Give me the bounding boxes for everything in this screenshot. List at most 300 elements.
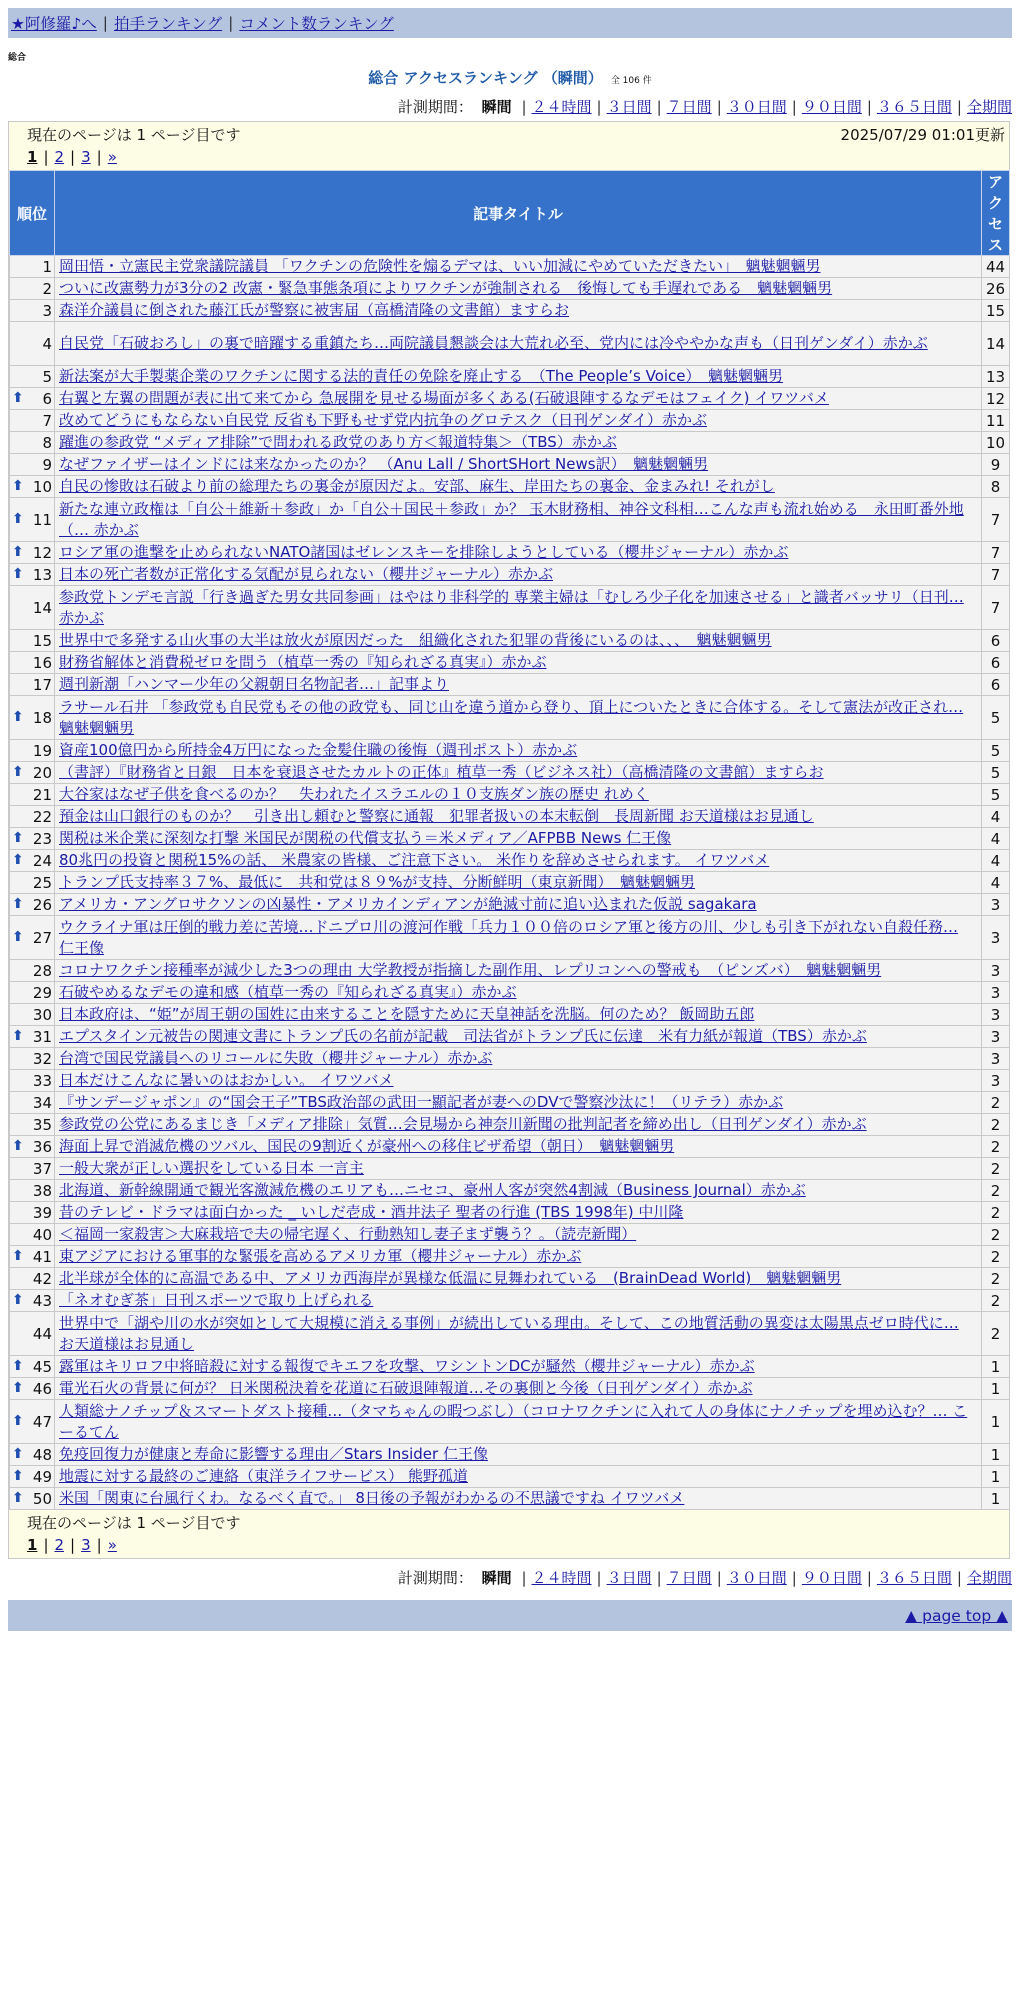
up-arrow-icon: ⬆ <box>12 829 24 846</box>
article-link[interactable]: 世界中で多発する山火事の大半は放火が原因だった 組織化された犯罪の背後にいるのは、、、 魑魅魍魎男 <box>59 631 772 649</box>
rank-cell <box>10 564 55 586</box>
up-arrow-icon: ⬆ <box>12 1247 24 1264</box>
period-separator: | <box>596 98 602 116</box>
rank-number: 23 <box>32 829 52 848</box>
title-cell <box>55 256 982 278</box>
rank-number: 15 <box>32 631 52 650</box>
updated-time: 2025/07/29 01:01更新 <box>840 126 1005 144</box>
table-row <box>10 1026 1010 1048</box>
table-row <box>10 278 1010 300</box>
table-row <box>10 1290 1010 1312</box>
title-cell <box>55 1158 982 1180</box>
status-bar-top <box>9 122 1009 170</box>
article-link[interactable]: 資産100億円から所持金4万円になった金髪住職の後悔（週刊ポスト）赤かぶ <box>59 741 578 759</box>
rank-number: 49 <box>32 1467 52 1486</box>
title-cell <box>55 1246 982 1268</box>
access-count: 3 <box>982 1026 1010 1048</box>
article-link[interactable]: 『サンデージャポン』の“国会王子”TBS政治部の武田一顯記者が妻へのDVで警察沙汰に！（リテラ）赤かぶ <box>59 1093 784 1111</box>
table-header-row <box>10 171 1010 256</box>
table-row <box>10 828 1010 850</box>
title-cell <box>55 476 982 498</box>
period-links <box>516 98 1012 116</box>
period-separator: | <box>956 1569 962 1587</box>
rank-cell <box>10 432 55 454</box>
rank-number: 43 <box>32 1291 52 1310</box>
rank-cell <box>10 1378 55 1400</box>
period-selector-bottom <box>0 1567 1012 1588</box>
access-header: アクセス <box>982 171 1010 256</box>
comment-ranking-link[interactable]: コメント数ランキング <box>239 15 394 33</box>
table-row <box>10 1092 1010 1114</box>
article-link[interactable]: 日本だけこんなに暑いのはおかしい。 イワツバメ <box>59 1071 394 1089</box>
period-link[interactable]: ９０日間 <box>801 1569 862 1587</box>
table-row <box>10 432 1010 454</box>
table-row <box>10 740 1010 762</box>
article-link[interactable]: 北海道、新幹線開通で観光客激減危機のエリアも…ニセコ、豪州人客が突然4割減（Business Journal）赤かぶ <box>59 1181 806 1199</box>
page-top-link[interactable]: ▲ page top ▲ <box>905 1606 1008 1625</box>
rank-number: 27 <box>32 928 52 947</box>
article-link[interactable]: 参政党トンデモ言説「行き過ぎた男女共同参画」はやはり非科学的 専業主婦は「むしろ少子化を加速させる」と識者バッサリ（日刊… 赤かぶ <box>59 587 964 627</box>
period-link[interactable]: ７日間 <box>666 98 712 116</box>
top-nav <box>8 8 1012 38</box>
rank-number: 19 <box>32 741 52 760</box>
rank-cell <box>10 784 55 806</box>
period-link[interactable]: 全期間 <box>966 98 1012 116</box>
title-cell <box>55 1180 982 1202</box>
table-row <box>10 476 1010 498</box>
article-link[interactable]: 台湾で国民党議員へのリコールに失敗（櫻井ジャーナル）赤かぶ <box>59 1049 493 1067</box>
access-count: 7 <box>982 498 1010 542</box>
access-count: 2 <box>982 1114 1010 1136</box>
rank-number: 33 <box>32 1071 52 1090</box>
title-cell <box>55 498 982 542</box>
table-row <box>10 784 1010 806</box>
rank-number: 13 <box>32 565 52 584</box>
up-arrow-icon: ⬆ <box>12 1357 24 1374</box>
pager-next-link[interactable]: » <box>107 148 117 166</box>
access-count: 13 <box>982 366 1010 388</box>
access-count: 1 <box>982 1356 1010 1378</box>
access-count: 7 <box>982 542 1010 564</box>
rank-cell <box>10 762 55 784</box>
item-count: 全 106 件 <box>610 76 652 86</box>
pager-link[interactable]: 2 <box>54 1536 65 1554</box>
table-row <box>10 322 1010 366</box>
pager-link[interactable]: 3 <box>81 1536 91 1554</box>
access-count: 6 <box>982 652 1010 674</box>
rank-cell <box>10 476 55 498</box>
article-link[interactable]: 新法案が大手製薬企業のワクチンに関する法的責任の免除を廃止する （The People’s Voice） 魑魅魍魎男 <box>59 367 784 385</box>
rank-cell <box>10 498 55 542</box>
access-count: 1 <box>982 1444 1010 1466</box>
title-cell <box>55 300 982 322</box>
up-arrow-icon: ⬆ <box>12 1489 24 1506</box>
rank-cell <box>10 1004 55 1026</box>
access-count: 3 <box>982 894 1010 916</box>
access-count: 4 <box>982 850 1010 872</box>
table-row <box>10 366 1010 388</box>
period-link[interactable]: ３６５日間 <box>876 98 952 116</box>
applause-ranking-link[interactable]: 拍手ランキング <box>114 15 223 33</box>
rank-number: 1 <box>42 257 52 276</box>
ranking-panel <box>8 121 1010 1559</box>
title-cell <box>55 388 982 410</box>
access-count: 44 <box>982 256 1010 278</box>
article-link[interactable]: 預金は山口銀行のものか？ 引き出し頼むと警察に通報 犯罪者扱いの本末転倒 長周新聞 お天道様はお見通し <box>59 807 814 825</box>
title-cell <box>55 1268 982 1290</box>
pager-link[interactable]: 3 <box>81 148 91 166</box>
article-link[interactable]: 自民の惨敗は石破より前の総理たちの裏金が原因だよ。安部、麻生、岸田たちの裏金、金まみれ! それがし <box>59 477 775 495</box>
rank-number: 37 <box>32 1159 52 1178</box>
page-heading <box>0 67 1020 88</box>
rank-number: 30 <box>32 1005 52 1024</box>
rank-number: 48 <box>32 1445 52 1464</box>
title-cell <box>55 410 982 432</box>
access-count: 15 <box>982 300 1010 322</box>
rank-cell <box>10 674 55 696</box>
article-link[interactable]: 躍進の参政党 “メディア排除”で問われる政党のあり方＜報道特集＞（TBS）赤かぶ <box>59 433 617 451</box>
period-link[interactable]: ２４時間 <box>531 1569 592 1587</box>
period-separator: | <box>656 1569 662 1587</box>
title-cell <box>55 894 982 916</box>
title-cell <box>55 762 982 784</box>
rank-number: 41 <box>32 1247 52 1266</box>
article-link[interactable]: なぜファイザーはインドには来なかったのか？ （Anu Lall / ShortSHort News訳） 魑魅魍魎男 <box>59 455 709 473</box>
title-cell <box>55 1114 982 1136</box>
article-link[interactable]: 右翼と左翼の問題が表に出て来てから 急展開を見せる場面が多くある(石破退陣するなデモはフェイク) イワツバメ <box>59 389 829 407</box>
pager-separator: | <box>96 148 102 166</box>
access-count: 2 <box>982 1202 1010 1224</box>
period-separator: | <box>716 1569 722 1587</box>
up-arrow-icon: ⬆ <box>12 1467 24 1484</box>
period-link[interactable]: ３日間 <box>606 98 652 116</box>
title-header: 記事タイトル <box>55 171 982 256</box>
table-row <box>10 762 1010 784</box>
access-count: 2 <box>982 1268 1010 1290</box>
access-count: 4 <box>982 872 1010 894</box>
title-cell <box>55 982 982 1004</box>
access-count: 5 <box>982 740 1010 762</box>
title-cell <box>55 784 982 806</box>
article-link[interactable]: 北半球が全体的に高温である中、アメリカ西海岸が異様な低温に見舞われている (BrainDead World) 魑魅魍魎男 <box>59 1269 842 1287</box>
access-count: 2 <box>982 1180 1010 1202</box>
rank-number: 9 <box>42 455 52 474</box>
access-count: 12 <box>982 388 1010 410</box>
article-link[interactable]: 関税は米企業に深刻な打撃 米国民が関税の代償支払う＝米メディア／AFPBB News 仁王像 <box>59 829 672 847</box>
table-row <box>10 1268 1010 1290</box>
access-count: 2 <box>982 1158 1010 1180</box>
title-cell <box>55 1290 982 1312</box>
access-count: 1 <box>982 1466 1010 1488</box>
rank-number: 25 <box>32 873 52 892</box>
period-separator: | <box>521 1569 527 1587</box>
access-count: 3 <box>982 960 1010 982</box>
rank-cell <box>10 630 55 652</box>
access-count: 2 <box>982 1092 1010 1114</box>
table-row <box>10 1114 1010 1136</box>
rank-cell <box>10 1312 55 1356</box>
period-current: 瞬間 <box>481 1569 512 1587</box>
rank-cell <box>10 1488 55 1510</box>
rank-number: 16 <box>32 653 52 672</box>
article-link[interactable]: 電光石火の背景に何が？ 日米関税決着を花道に石破退陣報道…その裏側と今後（日刊ゲンダイ）赤かぶ <box>59 1379 753 1397</box>
access-count: 3 <box>982 982 1010 1004</box>
rank-cell <box>10 850 55 872</box>
home-link[interactable]: ★阿修羅♪へ <box>11 15 97 33</box>
rank-cell <box>10 300 55 322</box>
pager-separator: | <box>70 1536 76 1554</box>
nav-separator: | <box>228 14 234 32</box>
current-page-text: 現在のページは 1 ページ目です <box>27 1514 241 1532</box>
access-count: 7 <box>982 586 1010 630</box>
rank-number: 45 <box>32 1357 52 1376</box>
rank-cell <box>10 1400 55 1444</box>
article-link[interactable]: 「ネオむぎ茶」日刊スポーツで取り上げられる <box>59 1291 374 1309</box>
article-link[interactable]: 世界中で「湖や川の水が突如として大規模に消える事例」が続出している理由。そして、この地質活動の異変は太陽黒点ゼロ時代に… お天道様はお見通し <box>59 1313 959 1353</box>
table-row <box>10 498 1010 542</box>
table-row <box>10 1202 1010 1224</box>
pager-bottom <box>27 1536 1005 1554</box>
table-row <box>10 960 1010 982</box>
rank-cell <box>10 1202 55 1224</box>
up-arrow-icon: ⬆ <box>12 1379 24 1396</box>
rank-number: 42 <box>32 1269 52 1288</box>
rank-cell <box>10 586 55 630</box>
article-link[interactable]: 新たな連立政権は「自公＋維新＋参政」か「自公＋国民＋参政」か？ 玉木財務相、神谷文科相…こんな声も流れ始める 永田町番外地（… 赤かぶ <box>59 499 964 539</box>
rank-cell <box>10 806 55 828</box>
rank-number: 17 <box>32 675 52 694</box>
period-link[interactable]: ３０日間 <box>726 98 787 116</box>
article-link[interactable]: 石破やめるなデモの違和感（植草一秀の『知られざる真実』）赤かぶ <box>59 983 517 1001</box>
title-cell <box>55 696 982 740</box>
period-separator: | <box>521 98 527 116</box>
pager-current: 1 <box>27 1536 38 1554</box>
article-link[interactable]: コロナワクチン接種率が減少した3つの理由 大学教授が指摘した副作用、レプリコンへの警戒も （ピンズバ） 魑魅魍魎男 <box>59 961 882 979</box>
rank-number: 50 <box>32 1489 52 1508</box>
rank-number: 20 <box>32 763 52 782</box>
table-row <box>10 1136 1010 1158</box>
title-cell <box>55 1224 982 1246</box>
rank-cell <box>10 916 55 960</box>
table-row <box>10 894 1010 916</box>
table-row <box>10 410 1010 432</box>
ranking-table <box>9 170 1010 1510</box>
article-link[interactable]: 80兆円の投資と関税15%の話、 米農家の皆様、ご注意下さい。 米作りを辞めさせられます。 イワツバメ <box>59 851 770 869</box>
rank-number: 2 <box>42 279 52 298</box>
title-cell <box>55 1136 982 1158</box>
rank-cell <box>10 1026 55 1048</box>
period-link[interactable]: ３日間 <box>606 1569 652 1587</box>
article-link[interactable]: ラサール石井 「参政党も自民党もその他の政党も、同じ山を違う道から登り、頂上についたときに合体する。そして憲法が改正され… 魑魅魍魎男 <box>59 697 964 737</box>
table-row <box>10 300 1010 322</box>
period-label: 計測期間： <box>397 98 473 116</box>
title-cell <box>55 1488 982 1510</box>
article-link[interactable]: 一般大衆が正しい選択をしている日本 一言主 <box>59 1159 364 1177</box>
article-link[interactable]: アメリカ・アングロサクソンの凶暴性・アメリカインディアンが絶滅寸前に追い込まれた仮説 sagakara <box>59 895 757 913</box>
rank-cell <box>10 1268 55 1290</box>
rank-cell <box>10 982 55 1004</box>
pager-next-link[interactable]: » <box>107 1536 117 1554</box>
rank-cell <box>10 872 55 894</box>
article-link[interactable]: トランプ氏支持率３７%、最低に 共和党は８９%が支持、分断鮮明（東京新聞） 魑魅魍魎男 <box>59 873 696 891</box>
rank-cell <box>10 410 55 432</box>
table-row <box>10 1488 1010 1510</box>
access-count: 2 <box>982 1224 1010 1246</box>
rank-cell <box>10 1246 55 1268</box>
article-link[interactable]: 昔のテレビ・ドラマは面白かった _ いしだ壱成・酒井法子 聖者の行進 (TBS 1998年) 中川隆 <box>59 1203 684 1221</box>
period-link[interactable]: ７日間 <box>666 1569 712 1587</box>
period-separator: | <box>791 1569 797 1587</box>
up-arrow-icon: ⬆ <box>12 510 24 527</box>
rank-cell <box>10 1224 55 1246</box>
article-link[interactable]: 東アジアにおける軍事的な緊張を高めるアメリカ軍（櫻井ジャーナル）赤かぶ <box>59 1247 582 1265</box>
title-cell <box>55 1048 982 1070</box>
article-link[interactable]: 森洋介議員に倒された藤江氏が警察に被害届（高橋清隆の文書館）ますらお <box>59 301 570 319</box>
rank-cell <box>10 828 55 850</box>
rank-cell <box>10 388 55 410</box>
article-link[interactable]: （書評）『財務省と日銀 日本を衰退させたカルトの正体』植草一秀（ビジネス社）（高橋清隆の文書館）ますらお <box>59 763 824 781</box>
rank-number: 36 <box>32 1137 52 1156</box>
title-cell <box>55 630 982 652</box>
up-arrow-icon: ⬆ <box>12 895 24 912</box>
article-link[interactable]: ウクライナ軍は圧倒的戦力差に苦境…ドニプロ川の渡河作戦「兵力１００倍のロシア軍と後方の川、少しも引き下がれない自殺任務… 仁王像 <box>59 917 958 957</box>
rank-number: 35 <box>32 1115 52 1134</box>
period-link[interactable]: ２４時間 <box>531 98 592 116</box>
article-link[interactable]: 地震に対する最終のご連絡（東洋ライフサービス） 熊野孤道 <box>59 1467 468 1485</box>
article-link[interactable]: 海面上昇で消滅危機のツバル、国民の9割近くが豪州への移住ビザ希望（朝日） 魑魅魍魎男 <box>59 1137 675 1155</box>
pager-separator: | <box>43 148 49 166</box>
article-link[interactable]: 岡田悟・立憲民主党衆議院議員 「ワクチンの危険性を煽るデマは、いい加減にやめていただきたい」 魑魅魍魎男 <box>59 257 821 275</box>
period-link[interactable]: ３６５日間 <box>876 1569 952 1587</box>
rank-cell <box>10 454 55 476</box>
period-separator: | <box>956 98 962 116</box>
rank-cell <box>10 1158 55 1180</box>
period-label: 計測期間： <box>397 1569 473 1587</box>
table-row <box>10 806 1010 828</box>
up-arrow-icon: ⬆ <box>12 1291 24 1308</box>
rank-number: 31 <box>32 1027 52 1046</box>
up-arrow-icon: ⬆ <box>12 1137 24 1154</box>
page-title: 総合 アクセスランキング （瞬間） <box>368 69 603 87</box>
period-separator: | <box>866 98 872 116</box>
article-link[interactable]: ＜福岡一家殺害＞大麻栽培で夫の帰宅遅く、行動熟知し妻子まず襲う？。（読売新聞） <box>59 1225 637 1243</box>
up-arrow-icon: ⬆ <box>12 543 24 560</box>
rank-cell <box>10 256 55 278</box>
article-link[interactable]: 免疫回復力が健康と寿命に影響する理由／Stars Insider 仁王像 <box>59 1445 488 1463</box>
table-row <box>10 916 1010 960</box>
access-count: 4 <box>982 806 1010 828</box>
title-cell <box>55 740 982 762</box>
rank-cell <box>10 652 55 674</box>
table-row <box>10 388 1010 410</box>
rank-number: 24 <box>32 851 52 870</box>
article-link[interactable]: ロシア軍の進撃を止められないNATO諸国はゼレンスキーを排除しようとしている（櫻井ジャーナル）赤かぶ <box>59 543 789 561</box>
rank-header: 順位 <box>10 171 55 256</box>
table-row <box>10 1004 1010 1026</box>
rank-number: 12 <box>32 543 52 562</box>
rank-number: 47 <box>32 1412 52 1431</box>
title-cell <box>55 1004 982 1026</box>
rank-number: 39 <box>32 1203 52 1222</box>
article-link[interactable]: 日本の死亡者数が正常化する気配が見られない（櫻井ジャーナル）赤かぶ <box>59 565 553 583</box>
title-cell <box>55 960 982 982</box>
pager-top <box>27 148 1005 166</box>
rank-cell <box>10 1290 55 1312</box>
pager-link[interactable]: 2 <box>54 148 65 166</box>
article-link[interactable]: 人類総ナノチップ＆スマートダスト接種…（タマちゃんの暇つぶし）（コロナワクチンに入れて人の身体にナノチップを埋め込む？… こーるてん <box>59 1401 968 1441</box>
pager-separator: | <box>96 1536 102 1554</box>
rank-number: 11 <box>32 510 52 529</box>
rank-number: 3 <box>42 301 52 320</box>
article-link[interactable]: 露軍はキリロフ中将暗殺に対する報復でキエフを攻撃、ワシントンDCが騒然（櫻井ジャーナル）赤かぶ <box>59 1357 755 1375</box>
table-row <box>10 542 1010 564</box>
rank-number: 5 <box>42 367 52 386</box>
period-link[interactable]: 全期間 <box>966 1569 1012 1587</box>
title-cell <box>55 1092 982 1114</box>
rank-number: 46 <box>32 1379 52 1398</box>
table-row <box>10 1356 1010 1378</box>
article-link[interactable]: 自民党「石破おろし」の裏で暗躍する重鎮たち…両院議員懇談会は大荒れ必至、党内には冷ややかな声も（日刊ゲンダイ）赤かぶ <box>59 334 928 352</box>
pager-current: 1 <box>27 148 38 166</box>
article-link[interactable]: 大谷家はなぜ子供を食べるのか？ 失われたイスラエルの１０支族ダン族の歴史 れめく <box>59 785 649 803</box>
article-link[interactable]: 週刊新潮「ハンマー少年の父親朝日名物記者…」記事より <box>59 675 450 693</box>
rank-number: 32 <box>32 1049 52 1068</box>
article-link[interactable]: 米国「関東に台風行くわ。なるべく直で。」 8日後の予報がわかるの不思議ですね イワツバメ <box>59 1489 685 1507</box>
rank-number: 14 <box>32 598 52 617</box>
title-cell <box>55 1400 982 1444</box>
rank-cell <box>10 1048 55 1070</box>
article-link[interactable]: ついに改憲勢力が3分の2 改憲・緊急事態条項によりワクチンが強制される 後悔しても手遅れである 魑魅魍魎男 <box>59 279 833 297</box>
rank-cell <box>10 960 55 982</box>
article-link[interactable]: エプスタイン元被告の関連文書にトランプ氏の名前が記載 司法省がトランプ氏に伝達 米有力紙が報道（TBS）赤かぶ <box>59 1027 867 1045</box>
up-arrow-icon: ⬆ <box>12 565 24 582</box>
rank-number: 21 <box>32 785 52 804</box>
article-link[interactable]: 財務省解体と消費税ゼロを問う（植草一秀の『知られざる真実』）赤かぶ <box>59 653 547 671</box>
table-row <box>10 1466 1010 1488</box>
rank-number: 18 <box>32 708 52 727</box>
article-link[interactable]: 参政党の公党にあるまじき「メディア排除」気質…会見場から神奈川新聞の批判記者を締め出し（日刊ゲンダイ）赤かぶ <box>59 1115 867 1133</box>
current-page-text: 現在のページは 1 ページ目です <box>27 126 241 144</box>
ranking-rows <box>10 256 1010 1510</box>
period-link[interactable]: ３０日間 <box>726 1569 787 1587</box>
up-arrow-icon: ⬆ <box>12 1027 24 1044</box>
table-row <box>10 850 1010 872</box>
access-count: 3 <box>982 1070 1010 1092</box>
up-arrow-icon: ⬆ <box>12 763 24 780</box>
table-row <box>10 1378 1010 1400</box>
access-count: 2 <box>982 1246 1010 1268</box>
period-separator: | <box>791 98 797 116</box>
rank-cell <box>10 542 55 564</box>
access-count: 5 <box>982 762 1010 784</box>
table-row <box>10 1312 1010 1356</box>
access-count: 8 <box>982 476 1010 498</box>
table-row <box>10 1180 1010 1202</box>
access-count: 5 <box>982 696 1010 740</box>
title-cell <box>55 1444 982 1466</box>
article-link[interactable]: 日本政府は、“姫”が周王朝の国姓に由来することを隠すために天皇神話を洗脳。何のため？ 飯岡助五郎 <box>59 1005 755 1023</box>
title-cell <box>55 850 982 872</box>
rank-number: 22 <box>32 807 52 826</box>
rank-cell <box>10 1092 55 1114</box>
article-link[interactable]: 改めてどうにもならない自民党 反省も下野もせず党内抗争のグロテスク（日刊ゲンダイ）赤かぶ <box>59 411 707 429</box>
title-cell <box>55 806 982 828</box>
period-link[interactable]: ９０日間 <box>801 98 862 116</box>
pager-separator: | <box>43 1536 49 1554</box>
rank-cell <box>10 322 55 366</box>
rank-cell <box>10 278 55 300</box>
access-count: 2 <box>982 1136 1010 1158</box>
